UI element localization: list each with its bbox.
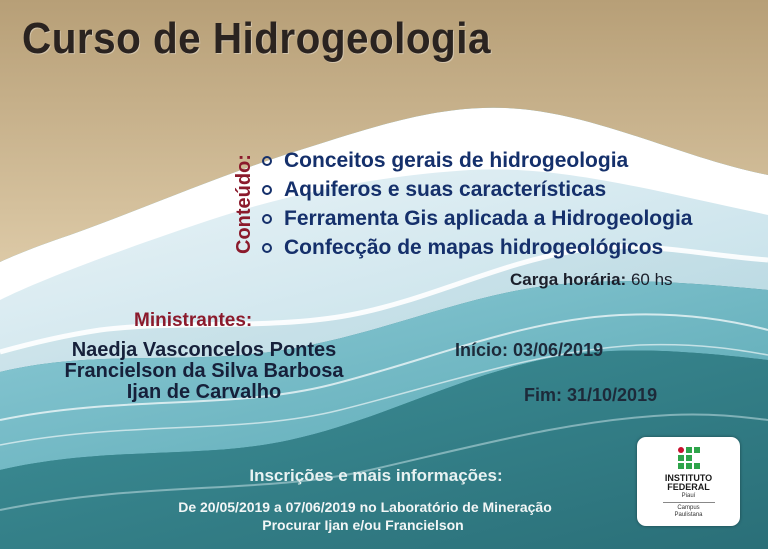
topic-item: [262, 146, 692, 175]
bullet-icon: [262, 214, 272, 224]
topic-text: Aquiferos e suas características: [284, 177, 607, 201]
logo-divider: [663, 502, 715, 503]
workload-value: 60 hs: [630, 270, 673, 289]
conteudo-label: Conteúdo:: [233, 154, 255, 254]
if-logo-icon: [678, 447, 700, 473]
topic-text: Confecção de mapas hidrogeológicos: [284, 235, 664, 259]
topic-item: [262, 175, 692, 204]
registration-title: Inscrições e mais informações:: [249, 466, 503, 485]
bullet-icon: [262, 156, 272, 166]
start-date: Início: 03/06/2019: [455, 340, 604, 360]
bullet-icon: [262, 243, 272, 253]
instructor-name: Naedja Vasconcelos Pontes: [71, 339, 337, 361]
topic-text: Ferramenta Gis aplicada a Hidrogeologia: [284, 206, 693, 230]
end-date: Fim: 31/10/2019: [524, 385, 658, 405]
topic-item: [262, 233, 692, 262]
registration-contact: Procurar Ijan e/ou Francielson: [262, 517, 464, 533]
registration-dates: De 20/05/2019 a 07/06/2019 no Laboratório de Mineração: [178, 499, 552, 515]
logo-campus: Campus Paulistana: [674, 505, 703, 518]
topic-list: [262, 146, 692, 262]
course-title: Curso de Hidrogeologia: [22, 14, 491, 63]
workload: [510, 270, 673, 290]
instituto-federal-logo: [637, 437, 740, 526]
instructor-name: Ijan de Carvalho: [126, 381, 282, 403]
bullet-icon: [262, 185, 272, 195]
workload-label: Carga horária:: [510, 270, 627, 289]
logo-text: INSTITUTO FEDERAL: [664, 473, 713, 492]
topic-text: Conceitos gerais de hidrogeologia: [284, 148, 629, 172]
instructors-label: Ministrantes:: [134, 310, 253, 331]
topic-item: [262, 204, 692, 233]
logo-state: Piauí: [681, 493, 696, 499]
instructor-list: [24, 340, 384, 403]
instructor-name: Francielson da Silva Barbosa: [64, 360, 344, 382]
